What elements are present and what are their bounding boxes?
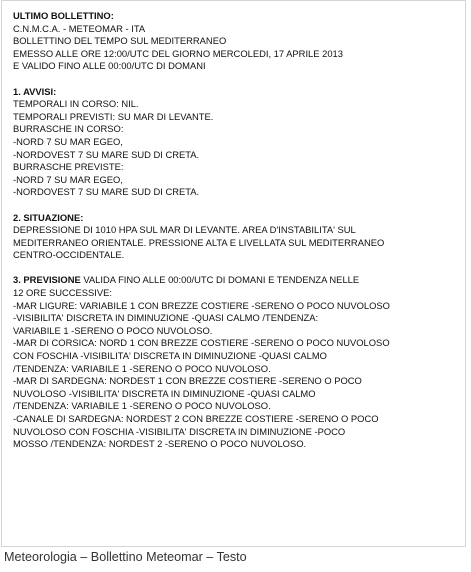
previsione-line: VARIABILE 1 -SERENO O POCO NUVOLOSO. <box>13 324 213 336</box>
section-gap <box>13 262 461 275</box>
section-gap <box>13 73 461 86</box>
previsione-line: CON FOSCHIA -VISIBILITA' DISCRETA IN DIMINUZIONE -QUASI CALMO <box>13 350 327 362</box>
section-gap <box>13 199 461 212</box>
section-title-avvisi: 1. AVVISI: <box>13 85 57 97</box>
header-line: E VALIDO FINO ALLE 00:00/UTC DI DOMANI <box>13 60 206 72</box>
avvisi-line: -NORDOVEST 7 SU MARE SUD DI CRETA. <box>13 148 200 160</box>
situazione-line: MEDITERRANEO ORIENTALE. PRESSIONE ALTA E LIVELLATA SUL MEDITERRANEO <box>13 236 385 248</box>
previsione-line: /TENDENZA: VARIABILE 1 -SERENO O POCO NUVOLOSO. <box>13 362 271 374</box>
situazione-line: CENTRO-OCCIDENTALE. <box>13 249 125 261</box>
section-title-previsione: 3. PREVISIONE <box>13 274 81 286</box>
avvisi-line: -NORD 7 SU MAR EGEO, <box>13 135 123 147</box>
previsione-line: /TENDENZA: VARIABILE 1 -SERENO O POCO NUVOLOSO. <box>13 400 271 412</box>
header-line: BOLLETTINO DEL TEMPO SUL MEDITERRANEO <box>13 35 227 47</box>
previsione-line: 12 ORE SUCCESSIVE: <box>13 287 112 299</box>
previsione-line: -CANALE DI SARDEGNA: NORDEST 2 CON BREZZE COSTIERE -SERENO O POCO <box>13 413 379 424</box>
previsione-line: -VISIBILITA' DISCRETA IN DIMINUZIONE -QUASI CALMO /TENDENZA: <box>13 312 319 324</box>
previsione-heading <box>13 274 461 287</box>
avvisi-line: TEMPORALI IN CORSO: NIL. <box>13 98 139 110</box>
image-caption: Meteorologia – Bollettino Meteomar – Testo <box>4 550 247 564</box>
previsione-line: MOSSO /TENDENZA: NORDEST 2 -SERENO O POCO NUVOLOSO. <box>13 438 307 450</box>
previsione-line: -MAR DI CORSICA: NORD 1 CON BREZZE COSTIERE -SERENO O POCO NUVOLOSO <box>13 337 390 349</box>
avvisi-line: -NORD 7 SU MAR EGEO, <box>13 173 123 185</box>
avvisi-line: BURRASCHE PREVISTE: <box>13 161 124 173</box>
bulletin-title: ULTIMO BOLLETTINO: <box>13 10 114 21</box>
previsione-line: -MAR LIGURE: VARIABILE 1 CON BREZZE COSTIERE -SERENO O POCO NUVOLOSO <box>13 299 390 311</box>
situazione-line: DEPRESSIONE DI 1010 HPA SUL MAR DI LEVANTE. AREA D'INSTABILITA' SUL <box>13 224 356 236</box>
avvisi-line: -NORDOVEST 7 SU MARE SUD DI CRETA. <box>13 186 200 198</box>
header-line: C.N.M.C.A. - METEOMAR - ITA <box>13 22 146 34</box>
avvisi-line: TEMPORALI PREVISTI: SU MAR DI LEVANTE. <box>13 110 214 122</box>
bulletin-image-frame <box>1 0 466 547</box>
avvisi-line: BURRASCHE IN CORSO: <box>13 123 124 135</box>
previsione-line: NUVOLOSO -VISIBILITA' DISCRETA IN DIMINUZIONE -QUASI CALMO <box>13 387 316 399</box>
previsione-line: NUVOLOSO CON FOSCHIA -VISIBILITA' DISCRETA IN DIMINUZIONE -POCO <box>13 425 346 437</box>
section-title-situazione: 2. SITUAZIONE: <box>13 211 84 223</box>
header-line: EMESSO ALLE ORE 12:00/UTC DEL GIORNO MERCOLEDI, 17 APRILE 2013 <box>13 47 343 59</box>
previsione-line: -MAR DI SARDEGNA: NORDEST 1 CON BREZZE COSTIERE -SERENO O POCO <box>13 375 362 387</box>
bulletin-document <box>13 10 461 451</box>
previsione-heading-rest: VALIDA FINO ALLE 00:00/UTC DI DOMANI E TENDENZA NELLE <box>80 274 360 286</box>
